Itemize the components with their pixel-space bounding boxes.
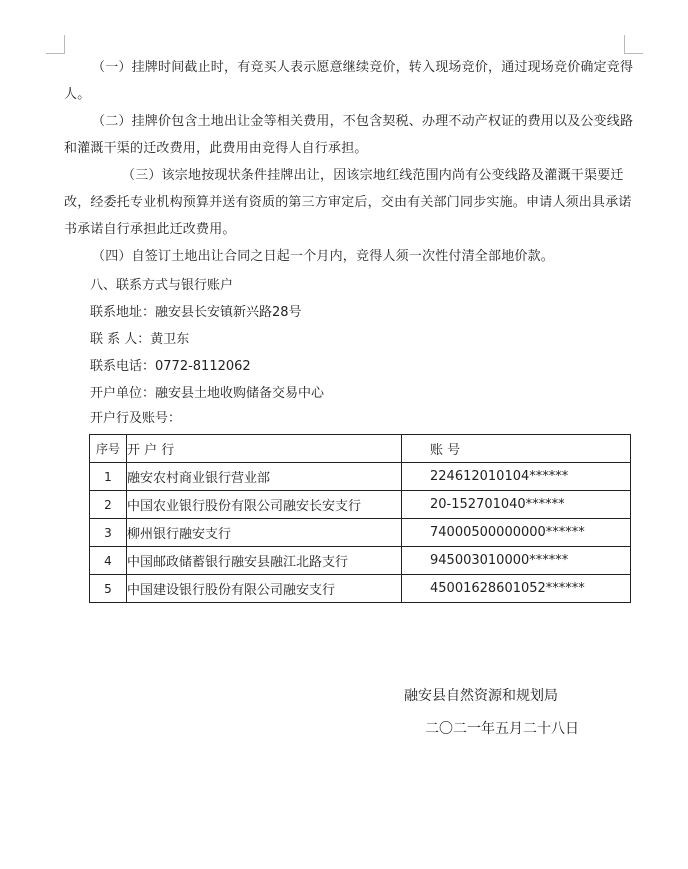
- row-account: 20-152701040******: [402, 491, 631, 519]
- contact-address: 联系地址：融安县长安镇新兴路28号: [90, 305, 302, 320]
- table-row: [90, 463, 631, 491]
- table-header-row: [90, 435, 631, 463]
- row-bank: 融安农村商业银行营业部: [127, 463, 402, 491]
- contact-phone: 联系电话：0772-8112062: [90, 359, 251, 374]
- signature-date: 二〇二一年五月二十八日: [425, 721, 579, 737]
- row-account: 74000500000000******: [402, 519, 631, 547]
- paragraph-2: （二）挂牌价包含土地出让金等相关费用，不包含契税、办理不动产权证的费用以及公变线路和灌溉干渠的迁改费用，此费用由竞得人自行承担。: [64, 114, 634, 156]
- row-index: 1: [90, 463, 127, 491]
- bank-account-label: 开户行及账号：: [90, 411, 182, 426]
- table-row: [90, 491, 631, 519]
- crop-mark-top-left: [46, 35, 65, 54]
- row-bank: 中国建设银行股份有限公司融安支行: [127, 575, 402, 603]
- contact-person: 联 系 人：黄卫东: [90, 332, 190, 347]
- row-index: 5: [90, 575, 127, 603]
- row-index: 2: [90, 491, 127, 519]
- bank-accounts-table: [89, 434, 631, 603]
- row-account: 945003010000******: [402, 547, 631, 575]
- row-bank: 中国农业银行股份有限公司融安长安支行: [127, 491, 402, 519]
- table-row: [90, 575, 631, 603]
- row-account: 45001628601052******: [402, 575, 631, 603]
- row-bank: 中国邮政储蓄银行融安县融江北路支行: [127, 547, 402, 575]
- row-account: 224612010104******: [402, 463, 631, 491]
- row-bank: 柳州银行融安支行: [127, 519, 402, 547]
- signature-organization: 融安县自然资源和规划局: [404, 688, 558, 704]
- header-account: 账 号: [402, 435, 631, 463]
- header-bank: 开 户 行: [127, 435, 402, 463]
- paragraph-1: （一）挂牌时间截止时，有竞买人表示愿意继续竞价，转入现场竞价，通过现场竞价确定竞得人。: [64, 60, 634, 102]
- account-unit: 开户单位：融安县土地收购储备交易中心: [90, 386, 325, 401]
- section-heading: 八、联系方式与银行账户: [90, 278, 234, 293]
- header-index: 序号: [90, 435, 127, 463]
- table-row: [90, 547, 631, 575]
- table-row: [90, 519, 631, 547]
- row-index: 3: [90, 519, 127, 547]
- paragraph-3: （三）该宗地按现状条件挂牌出让，因该宗地红线范围内尚有公变线路及灌溉干渠要迁改，经委托专业机构预算并送有资质的第三方审定后，交由有关部门同步实施。申请人须出具承诺书承诺自行承担此迁改费用。: [64, 168, 632, 237]
- row-index: 4: [90, 547, 127, 575]
- crop-mark-top-right: [624, 35, 643, 54]
- paragraph-4: （四）自签订土地出让合同之日起一个月内，竞得人须一次性付清全部地价款。: [92, 249, 555, 264]
